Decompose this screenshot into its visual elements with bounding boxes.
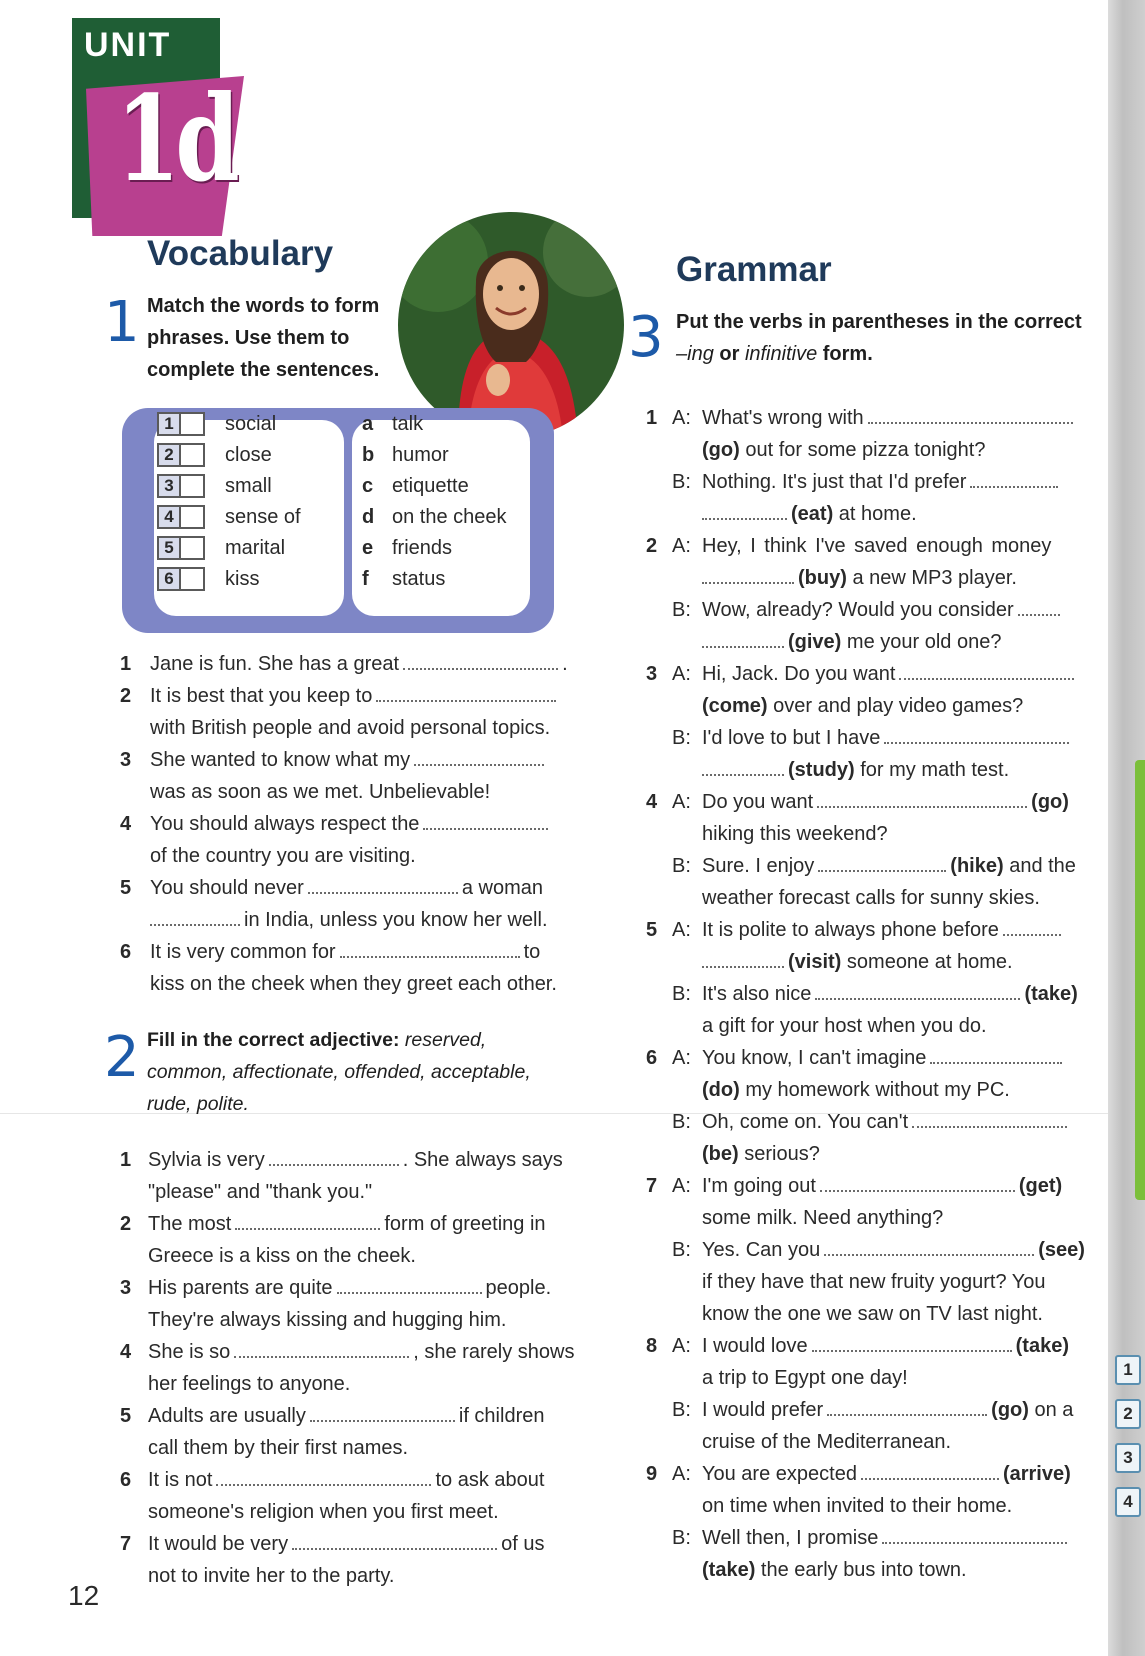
dialogue-7-a: I'm going out (get)	[702, 1170, 1062, 1202]
speaker-label: B:	[672, 599, 691, 621]
question-number: 7	[646, 1175, 658, 1197]
speaker-label: B:	[672, 471, 691, 493]
exercise-2-sentence-1-cont: "please" and "thank you."	[148, 1181, 373, 1203]
match-left-item: 3 small	[157, 470, 272, 502]
dialogue-7-b-cont: if they have that new fruity yogurt? You	[702, 1271, 1046, 1293]
dialogue-9-b: Well then, I promise	[702, 1522, 1071, 1554]
unit-number: 1d	[116, 69, 236, 208]
side-tab-3: 3	[1115, 1443, 1141, 1473]
speaker-label: B:	[672, 727, 691, 749]
answer-blank[interactable]	[292, 1530, 497, 1550]
answer-blank[interactable]	[824, 1236, 1034, 1256]
exercise-2-instruction: Fill in the correct adjective: reserved, common, affectionate, offended, acceptable, rude, polite.	[147, 1029, 531, 1115]
question-number: 2	[646, 535, 658, 557]
page-number: 12	[68, 1580, 100, 1611]
speaker-label: B:	[672, 855, 691, 877]
side-tab-4: 4	[1115, 1487, 1141, 1517]
answer-blank[interactable]	[817, 788, 1027, 808]
question-number: 3	[120, 1277, 132, 1299]
dialogue-3-b-cont: (study) for my math test.	[702, 754, 1009, 786]
side-tabs	[1115, 1355, 1145, 1531]
dialogue-5-a: It is polite to always phone before	[702, 914, 1065, 946]
match-left-item: 5 marital	[157, 532, 285, 564]
answer-blank[interactable]	[912, 1108, 1067, 1128]
unit-label: UNIT	[84, 26, 172, 64]
answer-blank[interactable]	[702, 564, 794, 584]
speaker-label: B:	[672, 1239, 691, 1261]
dialogue-2-a: Hey, I think I've saved enough money	[702, 535, 1052, 557]
dialogue-1-b: Nothing. It's just that I'd prefer	[702, 466, 1062, 498]
speaker-label: A:	[672, 1047, 691, 1069]
match-right-item: d on the cheek	[362, 505, 507, 528]
dialogue-9-b-cont: (take) the early bus into town.	[702, 1559, 967, 1581]
answer-blank[interactable]	[827, 1396, 987, 1416]
exercise-1-number: 1	[104, 290, 140, 355]
speaker-label: B:	[672, 983, 691, 1005]
question-number: 8	[646, 1335, 658, 1357]
exercise-1-sentence-2-cont: with British people and avoid personal topics.	[150, 717, 551, 739]
speaker-label: A:	[672, 1463, 691, 1485]
answer-blank[interactable]	[423, 810, 548, 830]
answer-blank[interactable]	[882, 1524, 1067, 1544]
woman-photo	[398, 212, 624, 438]
answer-blank[interactable]	[403, 650, 558, 670]
match-left-item: 1 social	[157, 408, 276, 440]
next-page-green-edge	[1135, 760, 1145, 1200]
answer-blank[interactable]	[818, 852, 946, 872]
speaker-label: A:	[672, 407, 691, 429]
grammar-heading: Grammar	[676, 250, 832, 289]
answer-blank[interactable]	[815, 980, 1020, 1000]
question-number: 5	[646, 919, 658, 941]
exercise-1-sentence-3: She wanted to know what my	[150, 744, 548, 776]
answer-blank[interactable]	[337, 1274, 482, 1294]
dialogue-4-a-cont: hiking this weekend?	[702, 823, 888, 845]
match-left-item: 6 kiss	[157, 563, 259, 595]
answer-blank[interactable]	[269, 1146, 399, 1166]
exercise-3-number: 3	[628, 305, 664, 370]
answer-blank[interactable]	[234, 1338, 409, 1358]
dialogue-2-a-cont: (buy) a new MP3 player.	[702, 562, 1017, 594]
exercise-2-sentence-1: Sylvia is very . She always says	[148, 1144, 563, 1176]
dialogue-4-a: Do you want (go)	[702, 786, 1069, 818]
dialogue-8-a-cont: a trip to Egypt one day!	[702, 1367, 908, 1389]
match-answer-box[interactable]	[181, 505, 205, 529]
match-answer-box[interactable]	[181, 567, 205, 591]
dialogue-3-b: I'd love to but I have	[702, 722, 1073, 754]
question-number: 6	[646, 1047, 658, 1069]
dialogue-7-b-cont2: know the one we saw on TV last night.	[702, 1303, 1043, 1325]
answer-blank[interactable]	[150, 906, 240, 926]
match-right-item: c etiquette	[362, 474, 469, 497]
answer-blank[interactable]	[414, 746, 544, 766]
dialogue-1-a: What's wrong with	[702, 402, 1077, 434]
speaker-label: B:	[672, 1527, 691, 1549]
exercise-1-sentence-2: It is best that you keep to	[150, 680, 560, 712]
question-number: 4	[120, 813, 132, 835]
speaker-label: A:	[672, 535, 691, 557]
speaker-label: A:	[672, 663, 691, 685]
exercise-2-sentence-3-cont: They're always kissing and hugging him.	[148, 1309, 507, 1331]
dialogue-4-b-cont: weather forecast calls for sunny skies.	[702, 887, 1040, 909]
answer-blank[interactable]	[216, 1466, 431, 1486]
speaker-label: A:	[672, 1175, 691, 1197]
match-right-item: a talk	[362, 412, 424, 435]
question-number: 2	[120, 685, 132, 707]
speaker-label: A:	[672, 791, 691, 813]
dialogue-4-b: Sure. I enjoy (hike) and the	[702, 850, 1076, 882]
dialogue-1-b-cont: (eat) at home.	[702, 498, 917, 530]
answer-blank[interactable]	[340, 938, 520, 958]
dialogue-6-b: Oh, come on. You can't	[702, 1106, 1071, 1138]
vocabulary-heading: Vocabulary	[147, 234, 334, 273]
answer-blank[interactable]	[308, 874, 458, 894]
unit-badge	[72, 18, 236, 228]
exercise-2-sentence-3: His parents are quite people.	[148, 1272, 551, 1304]
side-tab-2: 2	[1115, 1399, 1141, 1429]
exercise-2-sentence-7: It would be very of us	[148, 1528, 544, 1560]
match-answer-box[interactable]	[181, 443, 205, 467]
match-left-item: 4 sense of	[157, 501, 301, 533]
dialogue-7-a-cont: some milk. Need anything?	[702, 1207, 944, 1229]
dialogue-6-a: You know, I can't imagine	[702, 1042, 1066, 1074]
dialogue-5-b: It's also nice (take)	[702, 978, 1078, 1010]
answer-blank[interactable]	[702, 756, 784, 776]
side-tab-1: 1	[1115, 1355, 1141, 1385]
dialogue-7-b: Yes. Can you (see)	[702, 1234, 1085, 1266]
question-number: 3	[646, 663, 658, 685]
answer-blank[interactable]	[861, 1460, 999, 1480]
exercise-1-sentence-4: You should always respect the	[150, 808, 552, 840]
dialogue-5-a-cont: (visit) someone at home.	[702, 946, 1013, 978]
answer-blank[interactable]	[970, 468, 1058, 488]
exercise-1-instruction: Match the words to form phrases. Use them to complete the sentences.	[147, 295, 380, 381]
dialogue-6-b-cont: (be) serious?	[702, 1143, 820, 1165]
question-number: 9	[646, 1463, 658, 1485]
answer-blank[interactable]	[884, 724, 1069, 744]
dialogue-8-b-cont: cruise of the Mediterranean.	[702, 1431, 952, 1453]
answer-blank[interactable]	[1018, 596, 1060, 616]
dialogue-8-b: I would prefer (go) on a	[702, 1394, 1073, 1426]
answer-blank[interactable]	[899, 660, 1074, 680]
exercise-2-sentence-2-cont: Greece is a kiss on the cheek.	[148, 1245, 416, 1267]
exercise-2-sentence-2: The most form of greeting in	[148, 1208, 546, 1240]
speaker-label: B:	[672, 1111, 691, 1133]
dialogue-6-a-cont: (do) my homework without my PC.	[702, 1079, 1010, 1101]
exercise-1-sentence-3-cont: was as soon as we met. Unbelievable!	[150, 781, 491, 803]
dialogue-2-b-cont: (give) me your old one?	[702, 626, 1001, 658]
answer-blank[interactable]	[310, 1402, 455, 1422]
question-number: 4	[120, 1341, 132, 1363]
exercise-1-sentence-6-cont: kiss on the cheek when they greet each other.	[150, 973, 557, 995]
answer-blank[interactable]	[702, 500, 787, 520]
exercise-1-sentence-6: It is very common for to	[150, 936, 540, 968]
dialogue-9-a: You are expected (arrive)	[702, 1458, 1071, 1490]
exercise-2-sentence-7-cont: not to invite her to the party.	[148, 1565, 395, 1587]
exercise-3-instruction: Put the verbs in parentheses in the correct –ing or infinitive form.	[676, 311, 1082, 365]
question-number: 4	[646, 791, 658, 813]
match-right-item: f status	[362, 567, 446, 590]
answer-blank[interactable]	[930, 1044, 1062, 1064]
speaker-label: A:	[672, 1335, 691, 1357]
answer-blank[interactable]	[868, 404, 1073, 424]
question-number: 7	[120, 1533, 132, 1555]
match-answer-box[interactable]	[181, 536, 205, 560]
exercise-1-sentence-1: Jane is fun. She has a great .	[150, 648, 568, 680]
question-number: 1	[120, 653, 132, 675]
answer-blank[interactable]	[702, 948, 784, 968]
dialogue-5-b-cont: a gift for your host when you do.	[702, 1015, 987, 1037]
question-number: 1	[120, 1149, 132, 1171]
exercise-2-sentence-5-cont: call them by their first names.	[148, 1437, 409, 1459]
speaker-label: B:	[672, 1399, 691, 1421]
dialogue-2-b: Wow, already? Would you consider	[702, 594, 1064, 626]
answer-blank[interactable]	[376, 682, 556, 702]
exercise-1-sentence-5-cont: in India, unless you know her well.	[150, 904, 548, 936]
dialogue-9-a-cont: on time when invited to their home.	[702, 1495, 1013, 1517]
answer-blank[interactable]	[1003, 916, 1061, 936]
match-left-item: 2 close	[157, 439, 272, 471]
exercise-2-sentence-6: It is not to ask about	[148, 1464, 544, 1496]
exercise-2-sentence-5: Adults are usually if children	[148, 1400, 544, 1432]
dialogue-3-a-cont: (come) over and play video games?	[702, 695, 1024, 717]
dialogue-3-a: Hi, Jack. Do you want	[702, 658, 1078, 690]
exercise-1-sentence-4-cont: of the country you are visiting.	[150, 845, 416, 867]
question-number: 1	[646, 407, 658, 429]
answer-blank[interactable]	[235, 1210, 380, 1230]
match-answer-box[interactable]	[181, 412, 205, 436]
dialogue-8-a: I would love (take)	[702, 1330, 1069, 1362]
match-right-item: e friends	[362, 536, 453, 559]
question-number: 3	[120, 749, 132, 771]
exercise-2-sentence-6-cont: someone's religion when you first meet.	[148, 1501, 499, 1523]
answer-blank[interactable]	[702, 628, 784, 648]
answer-blank[interactable]	[812, 1332, 1012, 1352]
match-right-item: b humor	[362, 443, 449, 466]
exercise-2-sentence-4: She is so , she rarely shows	[148, 1336, 574, 1368]
question-number: 5	[120, 877, 132, 899]
answer-blank[interactable]	[820, 1172, 1015, 1192]
speaker-label: A:	[672, 919, 691, 941]
question-number: 6	[120, 941, 132, 963]
match-answer-box[interactable]	[181, 474, 205, 498]
question-number: 2	[120, 1213, 132, 1235]
dialogue-1-a-cont: (go) out for some pizza tonight?	[702, 439, 986, 461]
question-number: 5	[120, 1405, 132, 1427]
exercise-1-sentence-5: You should never a woman	[150, 872, 543, 904]
exercise-2-number: 2	[104, 1025, 140, 1090]
question-number: 6	[120, 1469, 132, 1491]
exercise-2-sentence-4-cont: her feelings to anyone.	[148, 1373, 351, 1395]
